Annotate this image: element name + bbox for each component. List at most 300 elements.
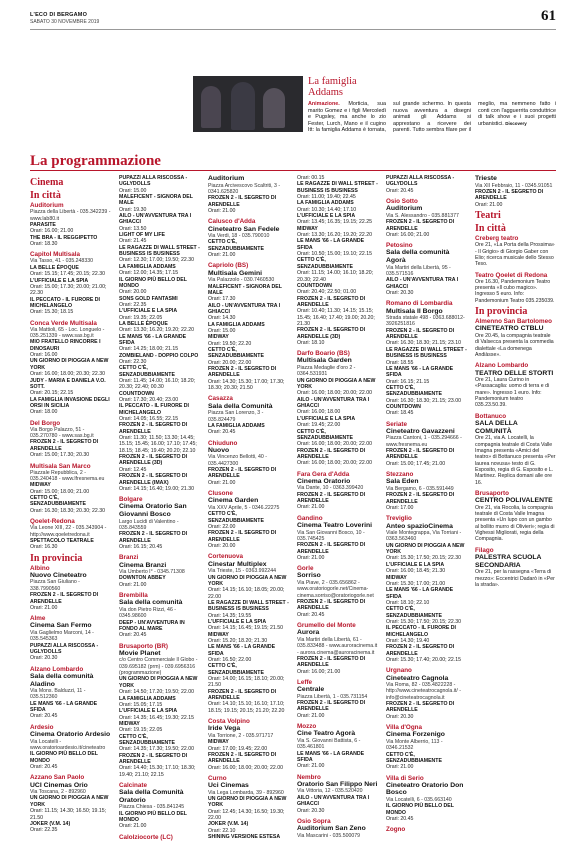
venue-address: Via Gaglielmo Marconi, 14 - 035.545363 bbox=[30, 630, 94, 643]
movie-title: FROZEN 2 - IL SEGRETO DI ARENDELLE bbox=[386, 448, 455, 461]
showtimes: Orari: 16.30 bbox=[30, 544, 58, 551]
showtimes: Orari: 16.15; 20.45 bbox=[119, 543, 163, 550]
venue-block bbox=[386, 724, 467, 771]
movie-title: PUPAZZI ALLA RISCOSSA - UGLYDOLLS bbox=[30, 642, 99, 656]
showtimes: Orari: 20.45 bbox=[119, 632, 147, 639]
venue-name: Cinema Oratorio San Giovanni Bosco bbox=[119, 503, 187, 518]
movie-title: FROZEN 2 - IL SEGRETO DI ARENDELLE bbox=[297, 700, 366, 713]
venue-name: Cinema Branzi bbox=[119, 561, 167, 569]
venue-address: Via Martiri della Libertà, 61 - 035.833488 - www.auroracinema.it - aurora.cinema@auroracinema.it bbox=[297, 636, 378, 656]
movie-title: SONS GOLD FANTASMI bbox=[119, 295, 178, 302]
showtimes: Orari: 15.00; 18.00; 21.00 bbox=[30, 488, 90, 495]
venue-block bbox=[297, 565, 378, 618]
venue-name: PALESTRA SCUOLA SECONDARIA bbox=[475, 554, 542, 569]
page-header bbox=[30, 8, 556, 30]
venue-address: Via XXV Aprile, 5 - 0346.22275 bbox=[208, 504, 280, 511]
venue-block bbox=[475, 272, 556, 305]
venue-address: Via Vittoria, 12 - 035.520420 bbox=[297, 788, 363, 795]
venue-location: Cortenuova bbox=[208, 553, 243, 561]
showtimes: Orari: 16.15; 21.15 bbox=[386, 378, 430, 385]
venue-location: Urgnano bbox=[386, 667, 412, 675]
venue-block bbox=[475, 490, 556, 543]
venue-location: Stezzano bbox=[386, 471, 414, 479]
showtimes: Orari: 14.25; 18.00; 21.15 bbox=[119, 346, 179, 353]
venue-block bbox=[119, 554, 200, 588]
showtimes: Orari: 15.30; 17.50; 20.15; 22.30 bbox=[386, 618, 461, 625]
showtimes: Orari: 14.50; 17.20; 19.50; 22.00 bbox=[119, 689, 194, 696]
movie-title: LE MANS '66 - LA GRANDE SFIDA bbox=[297, 238, 365, 251]
movie-title: CETTO C'È, SENZADUBBIAMENTE bbox=[208, 663, 264, 676]
showtimes: Orari: 12.30; 17.00; 19.50; 22.30 bbox=[119, 257, 194, 264]
venue-location: Zogno bbox=[386, 826, 406, 834]
showtimes: Orari: 20.30 bbox=[297, 807, 325, 814]
category-heading: Teatri bbox=[475, 209, 501, 221]
showtimes: Orari: 11.00; 19.40; 22.45 bbox=[297, 194, 356, 201]
showtimes: Orari: 16.30; 18.30; 21.15; 23.00 bbox=[386, 397, 461, 404]
venue-address: Piazza Cantoni, 1 - 035.294666 - www.fresnema.eu bbox=[386, 435, 462, 448]
movie-title: L'UFFICIALE E LA SPIA bbox=[119, 308, 178, 315]
movie-title: FROZEN 2 - IL SEGRETO DI ARENDELLE bbox=[386, 701, 455, 714]
venue-name: Cinema Garden bbox=[208, 497, 259, 505]
showtimes: Orari: 22.30 bbox=[119, 358, 147, 365]
movie-title: LA FAMIGLIA ADDAMS bbox=[208, 422, 265, 429]
venue-location: Conca Verde Multisala bbox=[30, 319, 97, 327]
venue-block bbox=[30, 724, 111, 771]
venue-location: Brembilla bbox=[119, 592, 148, 600]
movie-title: FROZEN 2 - IL SEGRETO DI ARENDELLE bbox=[297, 491, 366, 505]
showtimes: Ore 21, via A. Locatelli, la compagnia teatrale di Costa Valle Imagna presenta «Amici del teatro» di Bottanuco presenta «Per laurea novusa» testo di G. Esposito, regia di G. Esposito e L. Martinez. Replica domani alle ore 16. bbox=[475, 435, 556, 486]
venue-block bbox=[119, 643, 200, 778]
showtimes: Orari: 17.30; 20.40; 23.00 bbox=[119, 397, 179, 404]
venue-block bbox=[297, 774, 378, 814]
venue-name: SALA DELLA COMUNITÀ bbox=[475, 420, 518, 435]
showtimes: Orari: 20.30 bbox=[386, 713, 414, 720]
showtimes: Orari: 20.45 bbox=[297, 611, 325, 618]
movie-title: CETTO C'È, SENZADUBBIAMENTE bbox=[208, 511, 264, 524]
showtimes: Orari: 16.00; 21.00 bbox=[30, 228, 74, 235]
showtimes: Orari: 16.30; 18.30; 20.30; 22.30 bbox=[30, 507, 105, 514]
showtimes: Orari: 21.00 bbox=[297, 504, 325, 511]
venue-address: Piazzale Repubblica, 2 - 035.240418 - www.lfresnema.eu bbox=[30, 469, 105, 483]
movie-title: JUDY - MARIA E DANIELA V.O. SOTT. bbox=[30, 377, 106, 390]
movie-title: FROZEN 2 - IL SEGRETO DI ARENDELLE bbox=[208, 195, 277, 208]
movie-title: IL PECCATO - IL FURORE DI MICHELANGELO bbox=[30, 296, 100, 309]
movie-title: FROZEN 2 - IL SEGRETO DI ARENDELLE (IMAX) bbox=[119, 473, 188, 486]
movie-title: MIO FRATELLO RINCORRE I DINOSAURI bbox=[30, 339, 101, 352]
venue-location: Azzano San Paolo bbox=[30, 774, 85, 782]
venue-address: Piazza San Lorenzo, 3 - 035.824479 bbox=[208, 410, 264, 423]
movie-title: LIGHT OF MY LIFE bbox=[119, 232, 166, 239]
venue-block bbox=[119, 782, 200, 830]
movie-title: LE MANS '66 - LA GRANDE SFIDA bbox=[119, 333, 187, 346]
venue-address: Via Vincenzo Bellotti, 40 - 035.4427300 bbox=[208, 454, 267, 467]
venue-block bbox=[386, 515, 467, 663]
venue-location: Alzano Lombardo bbox=[475, 362, 529, 370]
venue-location: Bottanuco bbox=[475, 412, 507, 420]
venue-block bbox=[386, 242, 467, 296]
venue-location: Gorle bbox=[297, 565, 314, 573]
showtimes: Orari: 21.00 bbox=[475, 201, 503, 208]
showtimes: Orari: 14.15; 16.40; 19.00; 21.30 bbox=[119, 485, 194, 492]
showtimes: Orari: 10.50; 15.00; 19.10; 22.15 bbox=[297, 251, 372, 258]
venue-name: Sorriso bbox=[297, 572, 321, 580]
showtimes: Orari: 16.00; 18.00; 20.00; 22.00 bbox=[297, 441, 372, 448]
showtimes: Orari: 22.35 bbox=[119, 301, 147, 308]
venue-address: Via Locatelli, 6 - 035.663140 bbox=[386, 797, 452, 804]
movie-title: AILO - UN'AVVENTURA TRA I GHIACCI bbox=[119, 213, 192, 226]
showtimes: Orari: 11.45; 14.00; 16.10; 18.20; 20.30; 22.40; 00.30 bbox=[119, 378, 196, 391]
venue-name: Cinema Oratorio Ardesio bbox=[30, 731, 111, 739]
movie-title: UN GIORNO DI PIOGGIA A NEW YORK bbox=[30, 795, 109, 808]
showtimes: Orari: 18.30 bbox=[30, 240, 58, 247]
showtimes: Orari: 16.00 bbox=[30, 352, 58, 359]
movie-title: PUPAZZI ALLA RISCOSSA - UGLYDOLLS bbox=[119, 175, 188, 188]
movie-title: CETTO C'È, SENZADUBBIAMENTE bbox=[386, 606, 442, 619]
figure-silhouette bbox=[201, 86, 221, 128]
venue-location: Nembro bbox=[297, 773, 321, 781]
movie-title: SPETTACOLO TEATRALE bbox=[30, 538, 94, 544]
showtimes: Orari: 22.35 bbox=[30, 827, 58, 834]
movie-title: FROZEN 2 - IL SEGRETO DI ARENDELLE bbox=[30, 439, 99, 452]
venue-location: Mozzo bbox=[297, 723, 317, 731]
venue-address: Via XII Febbraio, 11 - 0345.91051 bbox=[475, 182, 553, 189]
showtimes: Orari: 21.00 bbox=[386, 764, 414, 771]
venue-location: Auditorium bbox=[30, 202, 64, 209]
venue-address: Piazza della Libertà - 035.342239 - www.lab80.it bbox=[30, 209, 111, 222]
venue-location: Leffe bbox=[297, 678, 313, 686]
movie-title: L'UFFICIALE E LA SPIA bbox=[119, 708, 178, 715]
venue-block bbox=[30, 565, 111, 612]
movie-title: FROZEN 2 - IL SEGRETO DI ARENDELLE bbox=[208, 467, 277, 480]
venue-block bbox=[30, 666, 111, 720]
venue-address: Via Locatelli - www.oratorioardesio.it/cineteatro bbox=[30, 738, 106, 751]
venue-address: Strada statale 498 - 0363.688012-3926251816 bbox=[386, 315, 465, 328]
venue-address: Via Tasso, 41 - 035.248330 bbox=[30, 258, 93, 265]
movie-title: PUPAZZI ALLA RISCOSSA - UGLYDOLLS bbox=[386, 175, 455, 188]
venue-location: Chiuduno bbox=[208, 439, 238, 447]
venue-name: Cineteatro San Fedele bbox=[208, 225, 280, 233]
movie-title: FROZEN 2 - IL SEGRETO DI ARENDELLE bbox=[297, 655, 366, 669]
movie-title: COUNTDOWN bbox=[297, 282, 332, 289]
venue-name: Cine Teatro Agorà bbox=[297, 730, 356, 738]
venue-location: Petosino bbox=[386, 242, 413, 250]
venue-block bbox=[208, 395, 289, 435]
showtimes: Orari: 00.15 bbox=[297, 175, 325, 181]
venue-block bbox=[30, 615, 111, 662]
venue-block bbox=[297, 350, 378, 466]
movie-title: CETTO C'È, SENZADUBBIAMENTE bbox=[119, 733, 175, 746]
movie-title: FROZEN 2 - IL SEGRETO DI ARENDELLE bbox=[208, 366, 277, 379]
showtimes: Orari: 12.45 bbox=[119, 466, 147, 473]
venue-location: Creberg teatro bbox=[475, 234, 519, 242]
showtimes: Orari: 13.50 bbox=[119, 225, 147, 232]
venue-block bbox=[208, 553, 289, 714]
venue-block bbox=[297, 679, 378, 719]
venue-location: Calusco d'Adda bbox=[208, 218, 256, 226]
venue-location: Del Borgo bbox=[30, 419, 61, 427]
venue-name: Movie Planet bbox=[119, 649, 161, 657]
venue-address: Via don Pietro Rizzi, 46 - 0345.98600 bbox=[119, 606, 176, 620]
showtimes: Orari: 19.30 bbox=[119, 206, 147, 213]
movie-title: FROZEN 2 - IL SEGRETO DI ARENDELLE bbox=[297, 447, 366, 460]
venue-location: Qoelet-Redona bbox=[30, 518, 75, 526]
venue-address: Via San Giovanni Bosco, 10 - 035.745425 bbox=[297, 529, 365, 542]
venue-address: Via Piave, 2 - 035.656862 - www.oratoriogorle.net/Cinema-cinema.sorriso@oratoriogorle.net bbox=[297, 580, 374, 599]
section-divider bbox=[30, 170, 556, 171]
venue-location: Seriate bbox=[386, 420, 408, 428]
movie-title: MIDWAY bbox=[208, 631, 229, 638]
venue-location: Curno bbox=[208, 774, 227, 782]
movie-title: UN GIORNO DI PIOGGIA A NEW YORK bbox=[30, 358, 109, 371]
showtimes: Orari: 20.45 bbox=[386, 187, 414, 194]
venue-block bbox=[386, 667, 467, 720]
venue-location: Darfo Boario (BS) bbox=[297, 350, 350, 358]
venue-location: Clusone bbox=[208, 490, 233, 498]
venue-block bbox=[475, 318, 556, 358]
movie-title: LE MANS '66 - LA GRANDE SFIDA bbox=[297, 750, 365, 763]
venue-address: Via Dante, 10 - 0363.399420 bbox=[297, 485, 364, 492]
showtimes: Orari: 21.00 bbox=[297, 763, 325, 770]
movie-title: MIDWAY bbox=[208, 334, 229, 341]
showtimes: Orari: 19.35; 22.05 bbox=[119, 314, 163, 321]
venue-name: Uci Cinemas bbox=[208, 782, 249, 790]
movie-title: LE MANS '66 - LA GRANDE SFIDA bbox=[30, 700, 98, 714]
showtimes: Orari: 20.45 bbox=[208, 429, 236, 436]
venue-block bbox=[475, 362, 556, 409]
movie-title: FROZEN 2 - IL SEGRETO DI ARENDELLE bbox=[297, 295, 366, 308]
showtimes: Orari: 18.45 bbox=[386, 410, 414, 417]
venue-location: Capitol Multisala bbox=[30, 251, 81, 259]
movie-title: IL GIORNO PIÙ BELLO DEL MONDO bbox=[119, 810, 187, 824]
movie-title: CETTO C'È, SENZADUBBIAMENTE bbox=[119, 365, 175, 378]
showtimes: Orari: 15.00; 17.30; 20.30 bbox=[30, 452, 90, 459]
venue-name: UCI Cinemas Orio bbox=[30, 781, 88, 789]
venue-name: Cineteatro Cagnola bbox=[386, 674, 449, 682]
showtimes: Orari: 10.40; 11.30; 14.15; 15.15; 15.45; 16.40; 17.40; 19.00; 20.20; 21.30 bbox=[297, 308, 375, 327]
showtimes: Orari: 10.30; 14.40; 17.10 bbox=[297, 206, 357, 213]
venue-location: Gandino bbox=[297, 514, 323, 522]
showtimes: Orari: 19.45; 22.00 bbox=[297, 422, 341, 429]
showtimes: Orari: 15.30; 17.40; 20.00; 22.15 bbox=[386, 656, 461, 663]
venue-location: Almenno San Bartolomeo bbox=[475, 318, 552, 326]
venue-address: Piazza Medaglie d'oro 2 - 0364.531931 bbox=[297, 365, 356, 378]
movie-title: IL GIORNO PIÙ BELLO DEL MONDO bbox=[386, 803, 454, 816]
movie-title: IL PECCATO - IL FURORE DI MICHELANGELO bbox=[386, 625, 456, 638]
venue-address: Via Toscana, 2 - 892960 bbox=[30, 789, 86, 796]
movie-title: LE RAGAZZE DI WALL STREET - BUSINESS IS BUSINESS bbox=[297, 181, 378, 194]
showtimes: Orari: 21.00 bbox=[208, 207, 236, 214]
showtimes: Orari: 21.00 bbox=[297, 554, 325, 561]
showtimes: Orari: 13.30; 16.20; 19.20; 22.20 bbox=[119, 327, 194, 334]
showtimes: Orari: 20.15; 22.15 bbox=[30, 390, 74, 397]
venue-block bbox=[386, 421, 467, 468]
venue-location: Calolziocorte (LC) bbox=[119, 833, 173, 841]
venue-block bbox=[208, 218, 289, 258]
movie-title: FROZEN 2 - IL SEGRETO DI ARENDELLE bbox=[386, 327, 455, 341]
showtimes: Orari: 20.45 bbox=[30, 713, 58, 720]
showtimes: Orari: 15.00 bbox=[208, 328, 236, 335]
movie-title: FROZEN 2 - IL SEGRETO DI ARENDELLE bbox=[297, 599, 366, 612]
showtimes: Orari: 12.45; 14.30; 16.50; 19.30; 22.00 bbox=[208, 808, 285, 822]
venue-address: Piazza Libertà, 1 - 035.731154 bbox=[297, 693, 368, 700]
movie-title: UN GIORNO DI PIOGGIA A NEW YORK bbox=[297, 377, 376, 391]
showtimes: Orari: 21.00 bbox=[30, 604, 58, 611]
movie-title: COUNTDOWN bbox=[386, 403, 421, 410]
venue-block bbox=[475, 413, 556, 486]
venue-location: Osio Sopra bbox=[297, 817, 331, 825]
venue-address: Via Umberto I° - 0345.71308 bbox=[119, 569, 185, 576]
showtimes: Orari: 16.00; 18.00; 20.30; 22.30 bbox=[30, 371, 105, 378]
venue-name: TEATRO DELLE STORTI bbox=[475, 369, 554, 377]
venue-address: Via S. Alessandro - 035.881377 bbox=[386, 212, 459, 219]
venue-block bbox=[119, 496, 200, 550]
showtimes: Orari: 12.00; 14.35; 17.15 bbox=[119, 270, 179, 277]
venue-name: Iride Vega bbox=[208, 725, 241, 733]
showtimes: Orari: 20.30 bbox=[30, 655, 58, 662]
feature-lead: Animazione. bbox=[308, 101, 340, 107]
venue-address: Via Borgo Palazzo, 51 - 035.270780 - www.sas.bg.it bbox=[30, 426, 94, 440]
venue-block bbox=[475, 547, 556, 588]
venue-block bbox=[475, 235, 556, 268]
venue-location: Branzi bbox=[119, 554, 139, 562]
movie-title: IL PECCATO - IL FURORE DI MICHELANGELO bbox=[119, 403, 189, 416]
movie-title: L'UFFICIALE E LA SPIA bbox=[297, 213, 356, 220]
venue-address: Via Lega Lombarda, 39 - 892960 bbox=[208, 789, 284, 796]
showtimes: Ore 20.45, la compagnia teatrale di Valsecca presenta la commedia dialettale «La domenega Andiàsse». bbox=[475, 332, 554, 358]
feature-signature: Discovery bbox=[505, 120, 527, 126]
movie-title: MIDWAY bbox=[30, 482, 51, 489]
venue-address: Via Verdi, 18 - 035.790010 bbox=[208, 233, 270, 240]
venue-address: Viale Montegrappa, Via Torriani - 0363.563460 bbox=[386, 530, 462, 543]
movie-title: COUNTDOWN bbox=[119, 390, 154, 397]
showtimes: Orari: 16.00; 21.00 bbox=[297, 668, 341, 675]
movie-title: MALEFICENT - SIGNORA DEL MALE bbox=[208, 283, 282, 296]
movie-title: LA BELLE ÉPOQUE bbox=[119, 320, 168, 327]
movie-title: L'UFFICIALE E LA SPIA bbox=[30, 277, 89, 284]
category-heading: In città bbox=[30, 190, 61, 201]
venue-name: Sala della Comunità Oratorio bbox=[119, 789, 184, 804]
venue-block bbox=[386, 775, 467, 823]
venue-location: Ardesio bbox=[30, 723, 54, 731]
venue-address: Via Leone XIII, 22 - 035.343904 - http://www.qoeletredona.it bbox=[30, 525, 107, 538]
showtimes: Orari: 15.30; 17.50; 20.15; 22.30 bbox=[386, 555, 461, 562]
showtimes: Orari: 14.35; 17.30; 19.50; 22.00 bbox=[119, 746, 194, 753]
movie-title: LE RAGAZZE DI WALL STREET - BUSINESS IS BUSINESS bbox=[119, 244, 200, 258]
venue-name: Aurora bbox=[297, 629, 320, 637]
movie-title: FROZEN 2 - IL SEGRETO DI ARENDELLE bbox=[386, 644, 455, 657]
movie-title: FROZEN 2 - IL SEGRETO DI ARENDELLE bbox=[297, 542, 366, 555]
movie-title: LA FAMIGLIA ADDAMS bbox=[297, 200, 354, 207]
venue-name: Multisala Gemini bbox=[208, 269, 263, 277]
venue-location: Bolgare bbox=[119, 496, 143, 504]
showtimes: Orari: 20.45 bbox=[30, 764, 58, 770]
venue-location: Albino bbox=[30, 564, 50, 572]
venue-name: Centrale bbox=[297, 686, 325, 694]
movie-title: DEEP - UN'AVVENTURA IN FONDO AL MARE bbox=[119, 619, 185, 632]
showtimes: Orari: 17.30 bbox=[208, 296, 236, 303]
showtimes: Orari: 20.00 bbox=[208, 543, 236, 550]
venue-block bbox=[208, 262, 289, 391]
venue-address: Via Mons. Balduzzi, 11 - 035.512360 bbox=[30, 688, 86, 701]
showtimes: Orari: 16.00; 18.00; 20.00; 22.00 bbox=[297, 460, 372, 467]
showtimes: Orari: 16.00; 18.00; 20.00; 22.00 bbox=[208, 764, 283, 771]
movie-title: IL GIORNO PIÙ BELLO DEL MONDO bbox=[119, 276, 187, 289]
showtimes: Orari: 14.30; 15.30; 17.00; 17.30; 18.30; 20.30; 21.50 bbox=[208, 378, 285, 392]
venue-location: Grumello del Monte bbox=[297, 622, 356, 630]
venue-address: Via Palazzolo - 030.7460530 bbox=[208, 277, 275, 284]
venue-block bbox=[30, 251, 111, 315]
movie-title: UN GIORNO DI PIOGGIA A NEW YORK bbox=[208, 574, 287, 587]
venue-location: Fara Gera d'Adda bbox=[297, 470, 350, 478]
venue-location: Teatro Qoelet di Redona bbox=[475, 271, 548, 279]
movie-title: JOKER (V.M. 14) bbox=[30, 820, 71, 827]
feature-text bbox=[308, 101, 556, 141]
venue-name: CINETEATRO CTBLU bbox=[475, 325, 544, 333]
movie-title: DOWNTON ABBEY bbox=[119, 575, 166, 582]
movie-title: LE RAGAZZE DI WALL STREET - BUSINESS IS BUSINESS bbox=[208, 599, 289, 613]
showtimes: Orari: 14.10; 15.10; 16.10; 17.10; 18.15; 19.15; 20.15; 21.20; 22.20 bbox=[208, 701, 285, 714]
venue-name: Cinestar Multiplex bbox=[208, 560, 267, 568]
issue-date: SABATO 30 NOVEMBRE 2019 bbox=[30, 19, 100, 25]
venue-name: Cinema Forzenigo bbox=[386, 731, 445, 739]
showtimes: Orari: 13.45; 16.35; 19.15; 22.25 bbox=[297, 219, 372, 226]
category-heading: In provincia bbox=[30, 552, 83, 564]
venue-name: Trieste bbox=[475, 175, 497, 182]
movie-title: AILO - UN'AVVENTURA TRA I GHIACCI bbox=[297, 794, 370, 808]
venue-name: Nuovo Cineteatro bbox=[30, 571, 87, 579]
showtimes: Orari: 20.45 bbox=[386, 816, 414, 823]
movie-title: LA FAMIGLIA ADDAMS bbox=[119, 263, 176, 270]
showtimes: Orari: 20.00; 22.00 bbox=[208, 359, 252, 366]
venue-name: Cinema Teatro Loverini bbox=[297, 521, 373, 529]
showtimes: Orari: 21.00 bbox=[119, 823, 147, 830]
venue-name: Cinema Oratorio bbox=[297, 477, 351, 485]
figure-silhouette bbox=[263, 88, 285, 128]
movie-title: FROZEN 2 - IL SEGRETO DI ARENDELLE bbox=[119, 752, 188, 765]
feature-title: La famiglia Addams bbox=[308, 76, 357, 98]
showtimes: Ore 16.30, Pandemonium Teatro presenta «Il cubo magico». Ingresso 5 euro. Info: Pandemonium Teatro 035.235039. bbox=[475, 278, 555, 304]
venue-name: Auditorium bbox=[386, 205, 423, 213]
showtimes: Orari: 18.10; 22.10 bbox=[386, 599, 430, 606]
movie-title: LE MANS '66 - LA GRANDE SFIDA bbox=[208, 644, 276, 657]
showtimes: Orari: 14.30; 19.40 bbox=[386, 637, 430, 644]
movie-title: LA FAMIGLIA ADDAMS bbox=[119, 695, 176, 702]
venue-location: Romano di Lombardia bbox=[386, 300, 453, 308]
venue-block bbox=[30, 320, 111, 416]
showtimes: Orari: 18.10 bbox=[297, 339, 325, 346]
newspaper-name: L'ECO DI BERGAMO bbox=[30, 12, 88, 18]
venue-location: Villa di Serio bbox=[386, 774, 424, 782]
venue-name: Auditorium San Zeno bbox=[297, 825, 366, 833]
movie-title: CETTO C'È, SENZADUBBIAMENTE bbox=[297, 428, 353, 441]
venue-block bbox=[30, 420, 111, 459]
showtimes: Orari: 11.15; 14.00; 16.10; 18.20; 20.30; 22.40 bbox=[297, 270, 374, 283]
venue-address: Largo Lucidi di Valentino - 035.843559 bbox=[119, 518, 179, 531]
showtimes: Orari: 18.00 bbox=[30, 409, 58, 416]
showtimes: Orari: 16.00; 18.45; 21.30 bbox=[386, 568, 446, 575]
venue-location: Osio Sotto bbox=[386, 198, 418, 206]
venue-location: Costa Volpino bbox=[208, 718, 250, 726]
venue-block bbox=[208, 490, 289, 549]
venue-location: Calcinate bbox=[119, 781, 147, 789]
venue-block bbox=[297, 723, 378, 770]
showtimes: Orari: 14.00; 16.15; 18.10; 20.00; 21.50 bbox=[208, 676, 285, 689]
showtimes: Orari: 15.20; 18.20; 21.30 bbox=[208, 637, 268, 644]
movie-title: AILO - UN'AVVENTURA TRA I GHIACCI bbox=[208, 302, 281, 315]
movie-title: L'UFFICIALE E LA SPIA bbox=[297, 415, 356, 422]
category-heading: In provincia bbox=[475, 306, 528, 318]
movie-title: FROZEN 2 - IL SEGRETO DI ARENDELLE bbox=[386, 492, 455, 505]
